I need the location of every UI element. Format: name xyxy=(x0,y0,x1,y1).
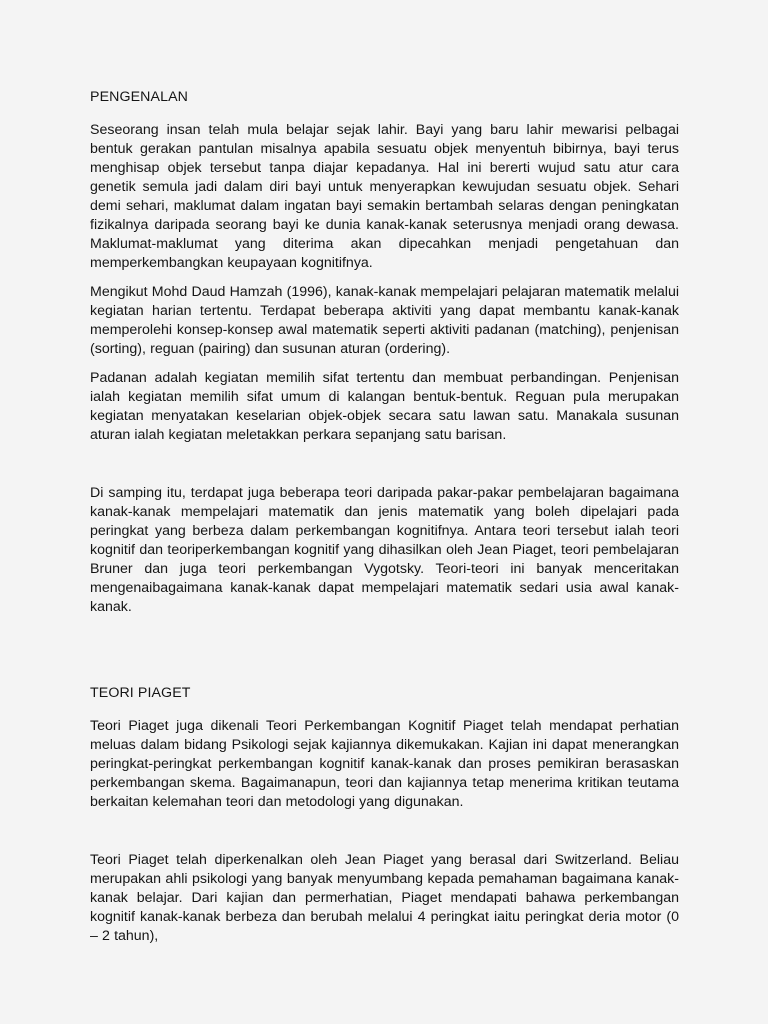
paragraph-spacer xyxy=(90,455,679,484)
paragraph-intro-3: Padanan adalah kegiatan memilih sifat tertentu dan membuat perbandingan. Penjenisan ialah kegiatan memilih sifat umum di kalangan bentuk-bentuk. Reguan pula merupakan kegiatan menyatakan keselarian objek-objek secara satu lawan satu. Manakala susunan aturan ialah kegiatan meletakkan perkara sepanjang satu barisan. xyxy=(90,370,679,443)
section-spacer xyxy=(90,627,679,684)
paragraph-intro-4: Di samping itu, terdapat juga beberapa teori daripada pakar-pakar pembelajaran bagaimana kanak-kanak mempelajari matematik dan jenis matematik yang boleh dipelajari pada peringkat yang berbeza dalam perkembangan kognitifnya. Antara teori tersebut ialah teori kognitif dan teoriperkembangan kognitif yang dihasilkan oleh Jean Piaget, teori pembelajaran Bruner dan juga teori perkembangan Vygotsky. Teori-teori ini banyak menceritakan mengenaibagaimana kanak-kanak dapat mempelajari matematik sedari usia awal kanak-kanak. xyxy=(90,485,679,615)
paragraph-intro-2: Mengikut Mohd Daud Hamzah (1996), kanak-kanak mempelajari pelajaran matematik melalui kegiatan harian tertentu. Terdapat beberapa aktiviti yang dapat membantu kanak-kanak memperolehi konsep-konsep awal matematik seperti aktiviti padanan (matching), penjenisan (sorting), reguan (pairing) dan susunan aturan (ordering). xyxy=(90,284,679,357)
paragraph-spacer xyxy=(90,822,679,851)
heading-teori-piaget: TEORI PIAGET xyxy=(90,685,191,701)
document-content xyxy=(90,88,679,956)
paragraph-piaget-2: Teori Piaget telah diperkenalkan oleh Jean Piaget yang berasal dari Switzerland. Beliau merupakan ahli psikologi yang banyak menyumbang kepada pemahaman bagaimana kanak-kanak belajar. Dari kajian dan permerhatian, Piaget mendapati bahawa perkembangan kognitif kanak-kanak berbeza dan berubah melalui 4 peringkat iaitu peringkat deria motor (0 – 2 tahun), xyxy=(90,852,679,944)
paragraph-intro-1: Seseorang insan telah mula belajar sejak lahir. Bayi yang baru lahir mewarisi pelbagai bentuk gerakan pantulan misalnya apabila sesuatu objek menyentuh bibirnya, bayi terus menghisap objek tersebut tanpa diajar kepadanya. Hal ini bererti wujud satu atur cara genetik semula jadi dalam diri bayi untuk menyerapkan kewujudan sesuatu objek. Sehari demi sehari, maklumat dalam ingatan bayi semakin bertambah selaras dengan peningkatan fizikalnya daripada seorang bayi ke dunia kanak-kanak seterusnya menjadi orang dewasa. Maklumat-maklumat yang diterima akan dipecahkan menjadi pengetahuan dan memperkembangkan keupayaan kognitifnya. xyxy=(90,122,679,271)
heading-pengenalan: PENGENALAN xyxy=(90,89,188,105)
paragraph-piaget-1: Teori Piaget juga dikenali Teori Perkembangan Kognitif Piaget telah mendapat perhatian meluas dalam bidang Psikologi sejak kajiannya dikemukakan. Kajian ini dapat menerangkan peringkat-peringkat perkembangan kognitif kanak-kanak dan proses pemikiran berasaskan perkembangan skema. Bagaimanapun, teori dan kajiannya tetap menerima kritikan teutama berkaitan kelemahan teori dan metodologi yang digunakan. xyxy=(90,718,679,810)
